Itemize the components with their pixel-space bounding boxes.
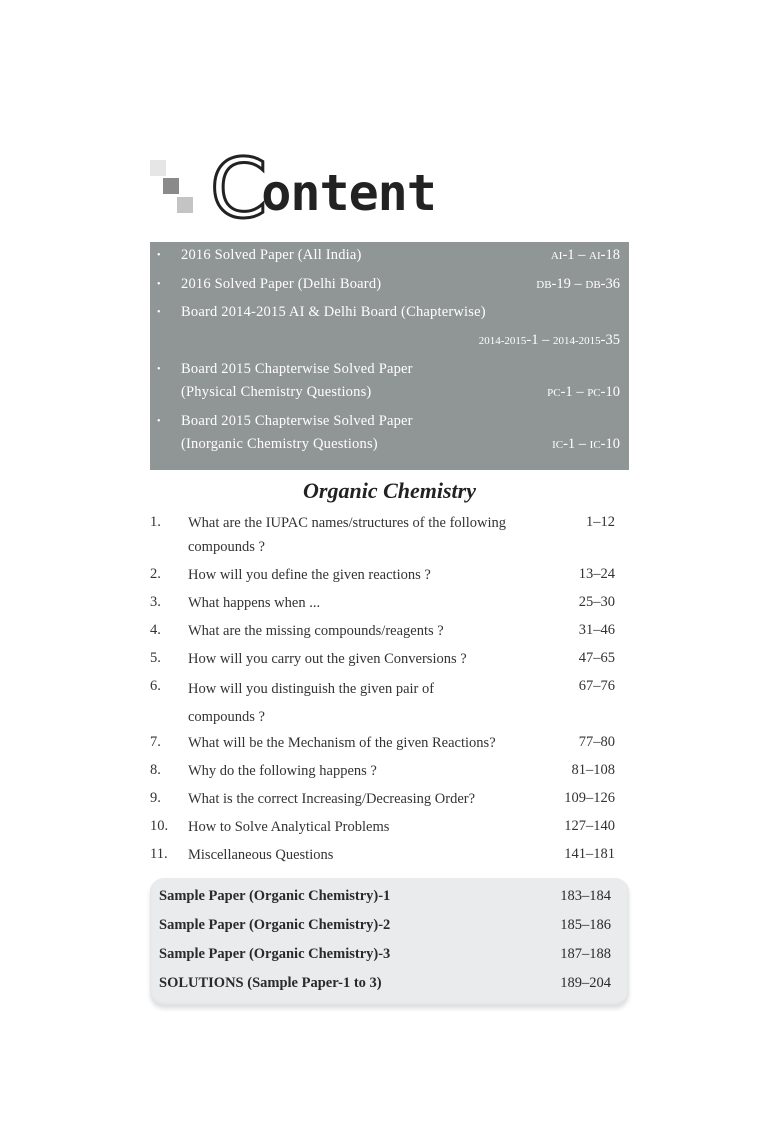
sample-paper-row[interactable] (159, 917, 611, 934)
chapter-number: 8. (150, 762, 161, 778)
sample-paper-row[interactable] (159, 975, 611, 992)
bullet: • (157, 364, 161, 375)
chapter-number: 9. (150, 790, 161, 806)
sample-paper-pages: 185–186 (560, 917, 611, 933)
chapter-title: What are the missing compounds/reagents ? (188, 623, 444, 639)
chapter-number: 5. (150, 650, 161, 666)
bullet: • (157, 279, 161, 290)
bullet: • (157, 307, 161, 318)
chapter-title: How will you carry out the given Conversions ? (188, 651, 467, 667)
board-paper-label: Board 2015 Chapterwise Solved Paper (181, 361, 413, 377)
chapter-pages: 13–24 (578, 566, 615, 582)
chapter-title: What happens when ... (188, 595, 321, 611)
chapter-number: 11. (150, 846, 168, 862)
section-title: Organic Chemistry (303, 478, 476, 503)
chapter-title: Why do the following happens ? (188, 763, 377, 779)
chapter-pages: 67–76 (578, 678, 615, 694)
chapter-pages: 25–30 (578, 594, 615, 610)
chapter-pages: 141–181 (564, 846, 615, 862)
board-paper-pages: 2014-2015-1 – 2014-2015-35 (478, 332, 620, 348)
chapter-pages: 81–108 (571, 762, 615, 778)
chapter-title: What will be the Mechanism of the given Reactions? (188, 735, 496, 751)
decor-square-mid (177, 197, 193, 213)
chapter-title: How will you define the given reactions ? (188, 567, 431, 583)
sample-papers-box (150, 878, 629, 1006)
sample-paper-label: SOLUTIONS (Sample Paper-1 to 3) (159, 975, 382, 991)
bullet: • (157, 416, 161, 427)
sample-paper-label: Sample Paper (Organic Chemistry)-3 (159, 946, 391, 962)
page-title (210, 142, 436, 237)
chapter-number: 6. (150, 678, 161, 694)
chapter-pages: 47–65 (578, 650, 615, 666)
board-papers-box (150, 242, 629, 470)
decor-square-dark (163, 178, 179, 194)
board-paper-label: Board 2015 Chapterwise Solved Paper (181, 413, 413, 429)
chapter-number: 3. (150, 594, 161, 610)
board-paper-label: 2016 Solved Paper (All India) (181, 247, 362, 263)
sample-paper-row[interactable] (159, 888, 611, 905)
board-paper-label: Board 2014-2015 AI & Delhi Board (Chapterwise) (181, 304, 486, 320)
decor-square-light (150, 160, 166, 176)
chapter-title: How will you distinguish the given pair of compounds ? (188, 681, 435, 725)
sample-paper-pages: 187–188 (560, 946, 611, 962)
chapter-pages: 127–140 (564, 818, 615, 834)
sample-paper-label: Sample Paper (Organic Chemistry)-1 (159, 888, 391, 904)
board-paper-pages: PC-1 – PC-10 (547, 384, 620, 400)
chapter-number: 7. (150, 734, 161, 750)
chapter-title: What are the IUPAC names/structures of the following compounds ? (188, 515, 506, 555)
chapter-title: Miscellaneous Questions (188, 847, 334, 863)
chapter-title: What is the correct Increasing/Decreasing Order? (188, 791, 476, 807)
chapter-pages: 77–80 (578, 734, 615, 750)
sample-paper-row[interactable] (159, 946, 611, 963)
chapter-number: 2. (150, 566, 161, 582)
sample-paper-label: Sample Paper (Organic Chemistry)-2 (159, 917, 391, 933)
title-initial: C (210, 142, 268, 237)
sample-paper-pages: 183–184 (560, 888, 611, 904)
chapter-title: How to Solve Analytical Problems (188, 819, 390, 835)
title-rest: ontent (261, 164, 436, 222)
chapter-number: 1. (150, 514, 161, 530)
board-paper-sublabel: (Inorganic Chemistry Questions) (181, 436, 378, 452)
board-paper-pages: AI-1 – AI-18 (550, 247, 620, 263)
sample-paper-pages: 189–204 (560, 975, 611, 991)
board-paper-pages: DB-19 – DB-36 (536, 276, 620, 292)
chapter-pages: 109–126 (564, 790, 615, 806)
board-paper-pages: IC-1 – IC-10 (552, 436, 620, 452)
bullet: • (157, 250, 161, 261)
chapter-pages: 31–46 (578, 622, 615, 638)
chapter-number: 10. (150, 818, 169, 834)
board-paper-label: 2016 Solved Paper (Delhi Board) (181, 276, 382, 292)
chapter-pages: 1–12 (586, 514, 615, 530)
chapter-number: 4. (150, 622, 161, 638)
board-paper-sublabel: (Physical Chemistry Questions) (181, 384, 372, 400)
